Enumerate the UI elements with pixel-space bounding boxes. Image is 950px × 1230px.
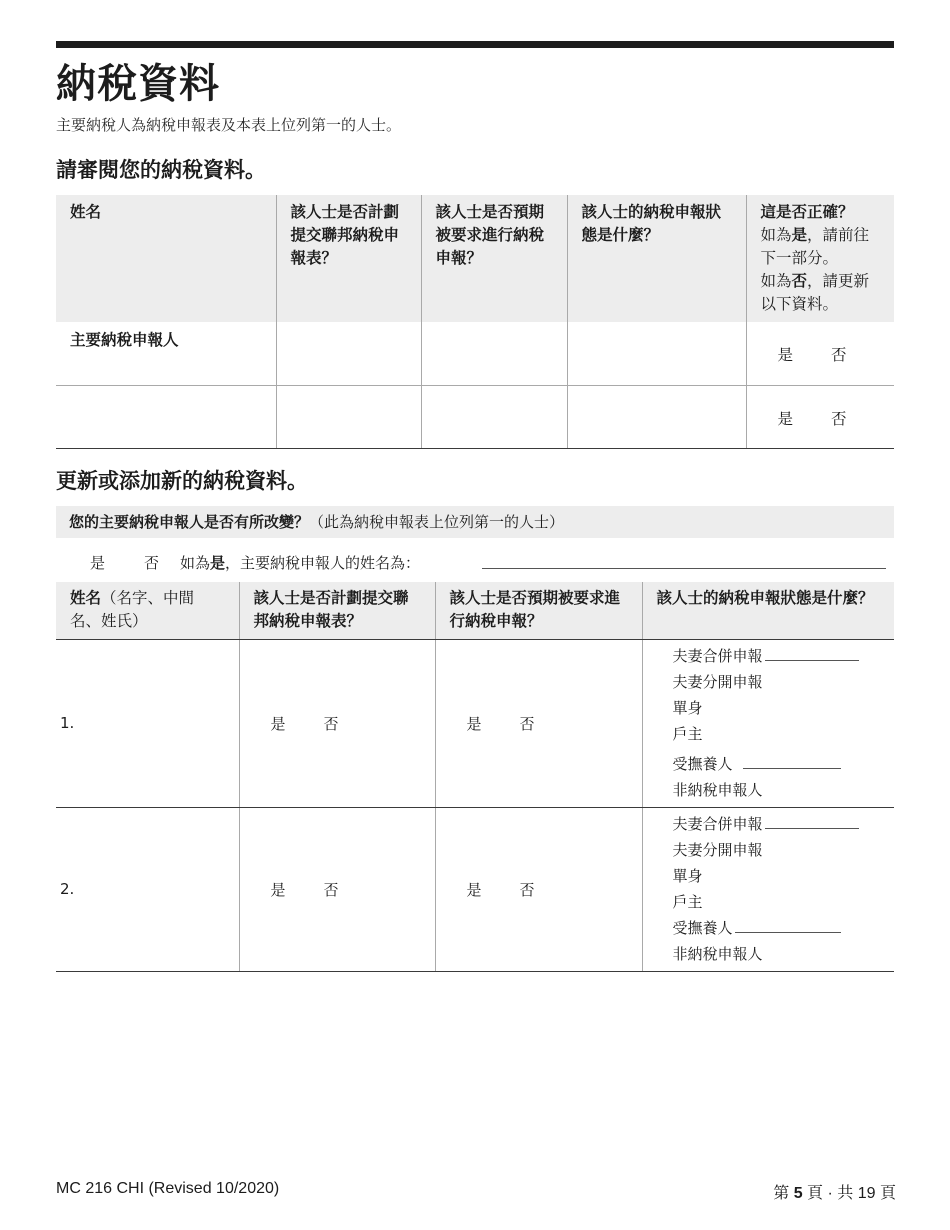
top-rule [56,41,894,48]
federal-choice-cell [239,639,435,807]
review-cell[interactable] [567,322,746,385]
row-number: 2. [56,807,239,971]
review-cell[interactable] [276,385,421,448]
update-header-status: 該人士的納稅申報狀態是什麼？ [642,582,894,639]
review-cell[interactable] [567,385,746,448]
review-cell[interactable] [421,385,567,448]
update-header-row [56,582,894,639]
page-number: 第 5 頁 · 共 19 頁 [773,1185,896,1202]
status-option-joint[interactable]: 夫妻合併申報 [673,811,881,837]
review-heading: 請審閱您的納稅資料。 [56,158,266,182]
yes-option[interactable]: 是 [270,880,286,899]
no-option[interactable]: 否 [519,880,535,899]
review-row-2 [56,385,894,448]
page-title: 納稅資料 [56,61,220,107]
new-primary-name-field[interactable] [482,568,886,569]
row-number: 1. [56,639,239,807]
status-option-separate[interactable]: 夫妻分開申報 [672,841,763,859]
update-header-required: 該人士是否預期被要求進行納稅申報？ [435,582,642,639]
yes-option[interactable]: 是 [466,714,482,733]
status-option-separate[interactable]: 夫妻分開申報 [672,673,763,691]
primary-filer-label: 主要納稅申報人 [56,322,276,385]
yes-option[interactable]: 是 [270,714,286,733]
update-row-2 [56,807,894,971]
yes-option[interactable]: 是 [466,880,482,899]
yes-option[interactable]: 是 [777,409,794,428]
review-header-row [56,195,894,322]
no-option[interactable]: 否 [519,714,535,733]
required-choice-cell [435,639,642,807]
status-choice-cell [642,807,894,971]
primary-change-question: 您的主要納稅申報人是否有所改變？（此為納稅申報表上位列第一的人士） [56,506,894,538]
review-header-status: 該人士的納稅申報狀態是什麼？ [567,195,746,322]
federal-choice-cell [239,807,435,971]
review-cell[interactable] [56,385,276,448]
intro-text: 主要納稅人為納稅申報表及本表上位列第一的人士。 [56,116,402,134]
status-option-joint[interactable]: 夫妻合併申報 [673,643,881,669]
status-option-head[interactable]: 戶主 [672,725,703,743]
status-option-nonfiler[interactable]: 非納稅申報人 [672,945,763,963]
no-option[interactable]: 否 [323,714,339,733]
form-id: MC 216 CHI (Revised 10/2020) [56,1180,280,1197]
new-primary-name-label: 如為是，主要納稅申報人的姓名為： [180,554,421,572]
update-header-name: 姓名（名字、中間名、姓氏） [56,582,239,639]
review-row-primary [56,322,894,385]
status-option-nonfiler[interactable]: 非納稅申報人 [672,781,763,799]
review-header-correct: 這是否正確？ 如為是，請前往下一部分。 如為否，請更新以下資料。 [746,195,894,322]
yes-option[interactable]: 是 [777,346,794,364]
no-option[interactable]: 否 [831,409,847,428]
status-option-single[interactable]: 單身 [672,867,703,885]
review-cell[interactable] [276,322,421,385]
no-option[interactable]: 否 [831,346,847,364]
status-option-dependent[interactable]: 受撫養人 [673,915,881,941]
status-option-single[interactable]: 單身 [672,699,703,717]
update-header-federal: 該人士是否計劃提交聯邦納稅申報表？ [239,582,435,639]
review-header-required: 該人士是否預期被要求進行納稅申報？ [421,195,567,322]
status-choice-cell [642,639,894,807]
correct-choice-cell [746,322,894,385]
no-option[interactable]: 否 [323,880,339,899]
yes-option[interactable]: 是 [90,554,106,572]
correct-choice-cell [746,385,894,448]
review-cell[interactable] [421,322,567,385]
status-option-dependent[interactable]: 受撫養人 [673,751,881,777]
update-table [56,582,894,972]
update-row-1 [56,639,894,807]
review-table [56,195,894,449]
no-option[interactable]: 否 [144,554,160,572]
status-option-head[interactable]: 戶主 [672,893,703,911]
review-header-federal: 該人士是否計劃提交聯邦納稅申報表？ [276,195,421,322]
review-header-name: 姓名 [56,195,276,322]
required-choice-cell [435,807,642,971]
update-heading: 更新或添加新的納稅資料。 [56,469,308,493]
